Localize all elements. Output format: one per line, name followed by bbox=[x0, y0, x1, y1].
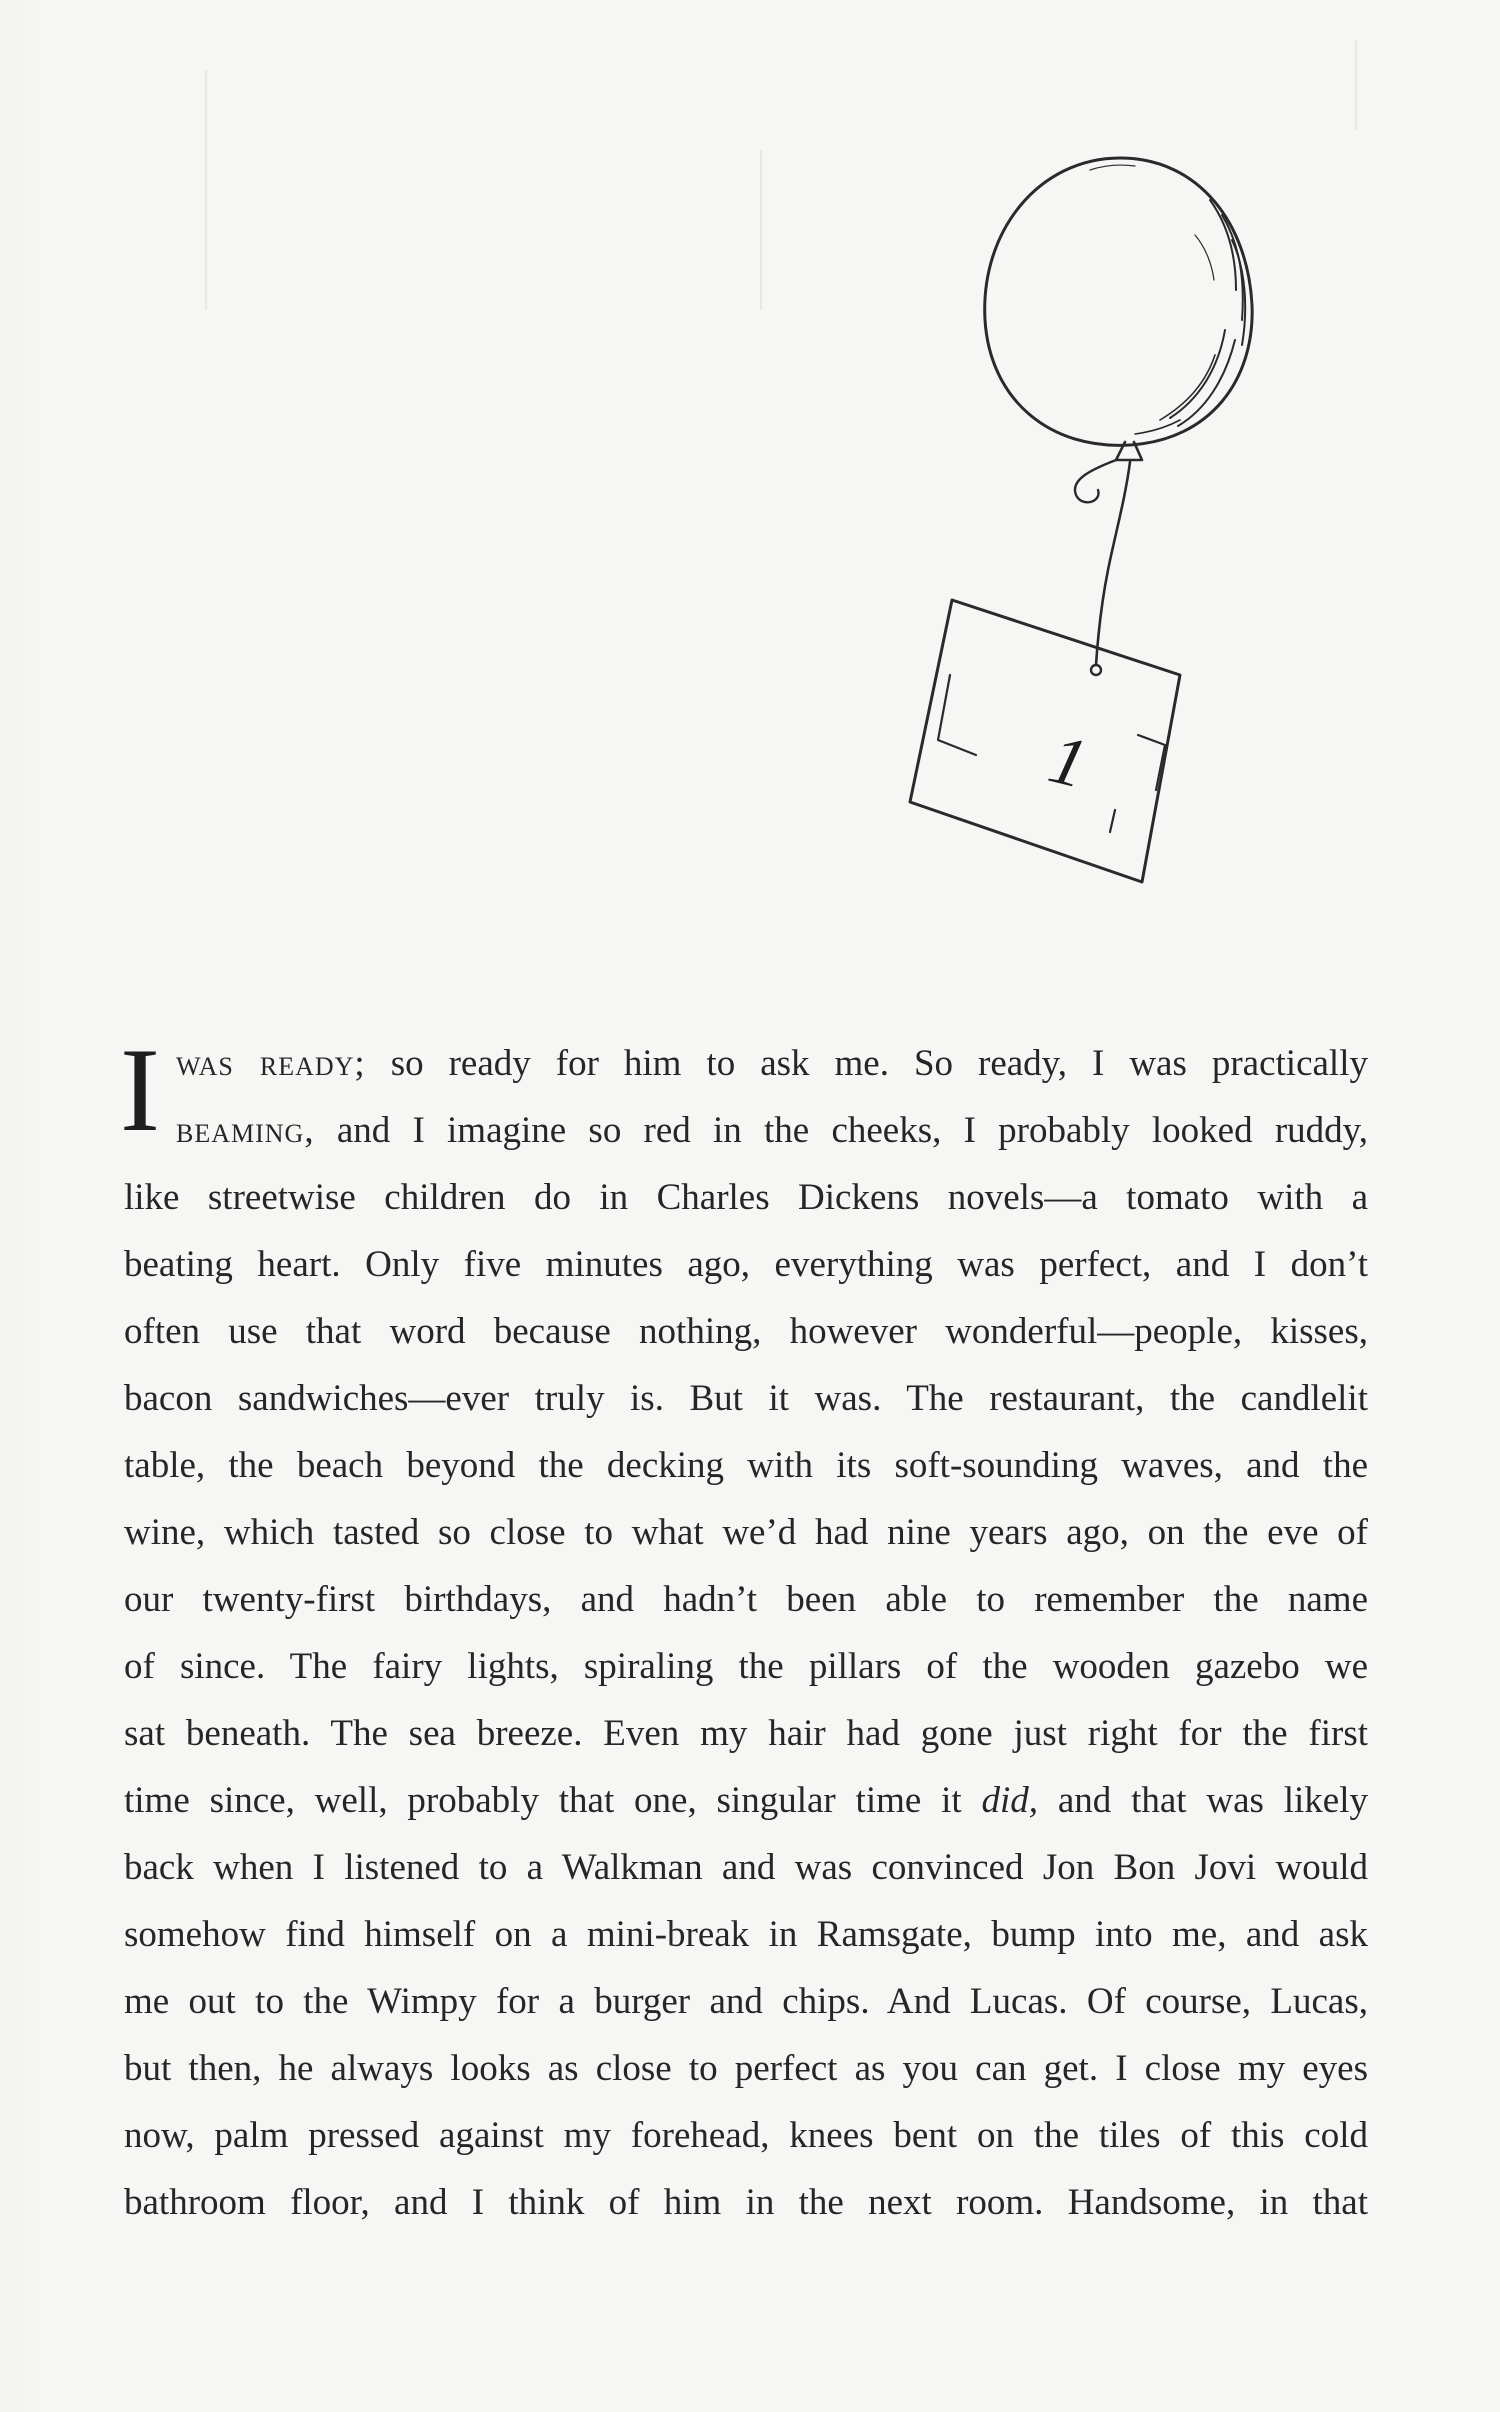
drop-cap: I bbox=[120, 1023, 160, 1156]
italic-word: did, bbox=[981, 1780, 1039, 1821]
text-line: like streetwise children do in Charles Dickens novels—a tomato with a bbox=[124, 1177, 1368, 1218]
opening-words: was ready; bbox=[176, 1043, 366, 1084]
text-line: back when I listened to a Walkman and was convinced Jon Bon Jovi would bbox=[124, 1847, 1368, 1888]
text-line: now, palm pressed against my forehead, knees bent on the tiles of this cold bbox=[124, 2115, 1368, 2156]
text-line: of since. The fairy lights, spiraling the pillars of the wooden gazebo we bbox=[124, 1646, 1368, 1687]
show-through-mark bbox=[760, 150, 762, 310]
text-line: me out to the Wimpy for a burger and chips. And Lucas. Of course, Lucas, bbox=[124, 1981, 1368, 2022]
balloon-icon bbox=[985, 158, 1252, 445]
chapter-tag bbox=[910, 600, 1180, 882]
text-line: often use that word because nothing, however wonderful—people, kisses, bbox=[124, 1311, 1368, 1352]
chapter-number: 1 bbox=[1041, 720, 1095, 804]
opening-words-2: beaming, bbox=[176, 1110, 315, 1151]
text-line: beating heart. Only five minutes ago, everything was perfect, and I don’t bbox=[124, 1244, 1368, 1285]
text-line: was ready; so ready for him to ask me. So ready, I was practically bbox=[176, 1043, 1368, 1084]
balloon-illustration bbox=[880, 130, 1360, 890]
text-line: beaming, and I imagine so red in the cheeks, I probably looked ruddy, bbox=[176, 1110, 1368, 1151]
text-line: time since, well, probably that one, singular time it did, and that was likely bbox=[124, 1780, 1368, 1821]
show-through-mark bbox=[1355, 40, 1357, 130]
text-line: but then, he always looks as close to perfect as you can get. I close my eyes bbox=[124, 2048, 1368, 2089]
show-through-mark bbox=[205, 70, 207, 310]
text-line: our twenty-first birthdays, and hadn’t been able to remember the name bbox=[124, 1579, 1368, 1620]
text-line: sat beneath. The sea breeze. Even my hair had gone just right for the first bbox=[124, 1713, 1368, 1754]
text-line: bacon sandwiches—ever truly is. But it was. The restaurant, the candlelit bbox=[124, 1378, 1368, 1419]
balloon-string bbox=[1096, 462, 1130, 665]
text-line: wine, which tasted so close to what we’d had nine years ago, on the eve of bbox=[124, 1512, 1368, 1553]
text-line: bathroom floor, and I think of him in the next room. Handsome, in that bbox=[124, 2182, 1368, 2223]
text-line: table, the beach beyond the decking with its soft-sounding waves, and the bbox=[124, 1445, 1368, 1486]
text-line: somehow find himself on a mini-break in Ramsgate, bump into me, and ask bbox=[124, 1914, 1368, 1955]
chapter-body-text bbox=[124, 1030, 1368, 2236]
